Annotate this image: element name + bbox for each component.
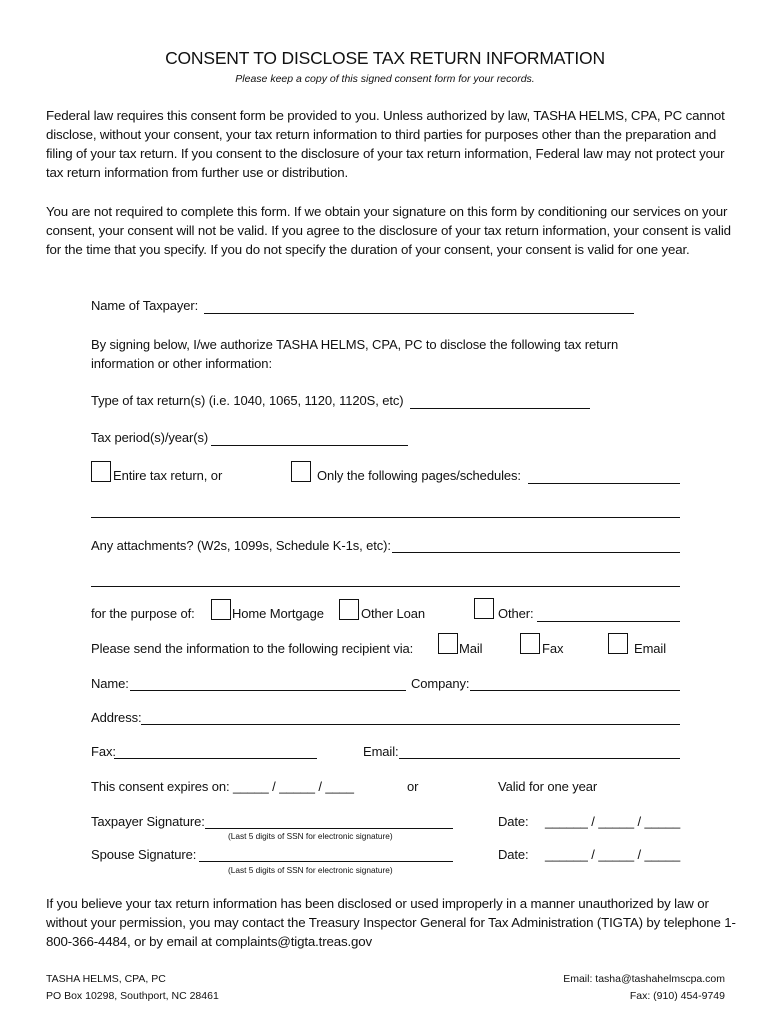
recipient-fax-label: Fax: — [91, 744, 116, 759]
tax-period-label: Tax period(s)/year(s) — [91, 430, 209, 445]
taxpayer-signature-label: Taxpayer Signature: — [91, 814, 205, 829]
name-of-taxpayer-label: Name of Taxpayer: — [91, 298, 199, 313]
entire-return-label: Entire tax return, or — [113, 468, 223, 483]
company-field[interactable] — [470, 690, 680, 691]
taxpayer-date-field[interactable]: ______ / _____ / _____ — [545, 814, 681, 829]
home-mortgage-checkbox[interactable] — [211, 599, 231, 620]
other-purpose-label: Other: — [498, 606, 534, 621]
spouse-signature-label: Spouse Signature: — [91, 847, 197, 862]
taxpayer-ssn-note: (Last 5 digits of SSN for electronic signature) — [228, 831, 393, 841]
spouse-date-label: Date: — [498, 847, 529, 862]
recipient-email-label: Email: — [363, 744, 399, 759]
spouse-signature-field[interactable] — [199, 861, 453, 862]
only-following-checkbox[interactable] — [291, 461, 311, 482]
tax-period-field[interactable] — [211, 445, 408, 446]
fax-checkbox[interactable] — [520, 633, 540, 654]
entire-return-checkbox[interactable] — [91, 461, 111, 482]
address-label: Address: — [91, 710, 142, 725]
tigta-paragraph: If you believe your tax return information has been disclosed or used improperly in a manner unauthorized by law or without your permission, you may contact the Treasury Inspector General for Tax Administration (TIGTA) by telephone 1-800-366-4484, or by email at complaints@tigta.treas.gov — [46, 896, 736, 949]
firm-email: Email: tasha@tashahelmscpa.com — [563, 973, 725, 985]
only-following-field[interactable] — [528, 483, 680, 484]
recipient-email-field[interactable] — [399, 758, 680, 759]
authorize-text: By signing below, I/we authorize TASHA HELMS, CPA, PC to disclose the following tax return information or other information: — [91, 337, 619, 371]
other-purpose-checkbox[interactable] — [474, 598, 494, 619]
name-of-taxpayer-field[interactable] — [204, 313, 634, 314]
attachments-continuation-field[interactable] — [91, 586, 680, 587]
taxpayer-date-label: Date: — [498, 814, 529, 829]
email-option-label: Email — [634, 641, 667, 656]
fax-option-label: Fax — [542, 641, 564, 656]
attachments-field[interactable] — [392, 552, 680, 553]
form-subtitle: Please keep a copy of this signed consent form for your records. — [235, 73, 535, 85]
mail-label: Mail — [459, 641, 483, 656]
home-mortgage-label: Home Mortgage — [232, 606, 324, 621]
other-purpose-field[interactable] — [537, 621, 680, 622]
email-checkbox[interactable] — [608, 633, 628, 654]
company-label: Company: — [411, 676, 470, 691]
send-via-label: Please send the information to the following recipient via: — [91, 641, 414, 656]
address-field[interactable] — [141, 724, 680, 725]
optional-consent-paragraph: You are not required to complete this form. If we obtain your signature on this form by conditioning our services on your consent, your consent will not be valid. If you agree to the disclosure of your tax return information, your consent is valid for the time that you specify. If you do not specify the duration of your consent, your consent is valid for one year. — [46, 204, 731, 257]
consent-expires-field[interactable]: This consent expires on: _____ / _____ / ____ — [91, 779, 354, 794]
or-label: or — [407, 779, 419, 794]
pages-schedules-continuation-field[interactable] — [91, 517, 680, 518]
firm-address: PO Box 10298, Southport, NC 28461 — [46, 990, 219, 1002]
taxpayer-signature-field[interactable] — [205, 828, 453, 829]
only-following-label: Only the following pages/schedules: — [317, 468, 521, 483]
other-loan-checkbox[interactable] — [339, 599, 359, 620]
recipient-fax-field[interactable] — [114, 758, 317, 759]
firm-name: TASHA HELMS, CPA, PC — [46, 973, 166, 985]
purpose-label: for the purpose of: — [91, 606, 195, 621]
firm-fax: Fax: (910) 454-9749 — [629, 990, 725, 1002]
intro-paragraph: Federal law requires this consent form be provided to you. Unless authorized by law, TASHA HELMS, CPA, PC cannot disclose, without your consent, your tax return information to third parties for purposes other than the preparation and filing of your tax return. If you consent to the disclosure of your tax return information, Federal law may not protect your tax return information from further use or distribution. — [46, 108, 725, 180]
spouse-date-field[interactable]: ______ / _____ / _____ — [545, 847, 681, 862]
other-loan-label: Other Loan — [361, 606, 426, 621]
attachments-label: Any attachments? (W2s, 1099s, Schedule K-1s, etc): — [91, 538, 391, 553]
type-of-return-field[interactable] — [410, 408, 590, 409]
type-of-return-label: Type of tax return(s) (i.e. 1040, 1065, 1120, 1120S, etc) — [91, 393, 404, 408]
form-title: CONSENT TO DISCLOSE TAX RETURN INFORMATION — [165, 48, 605, 68]
valid-one-year-label: Valid for one year — [498, 779, 598, 794]
mail-checkbox[interactable] — [438, 633, 458, 654]
recipient-name-label: Name: — [91, 676, 129, 691]
recipient-name-field[interactable] — [130, 690, 406, 691]
spouse-ssn-note: (Last 5 digits of SSN for electronic signature) — [228, 865, 393, 875]
